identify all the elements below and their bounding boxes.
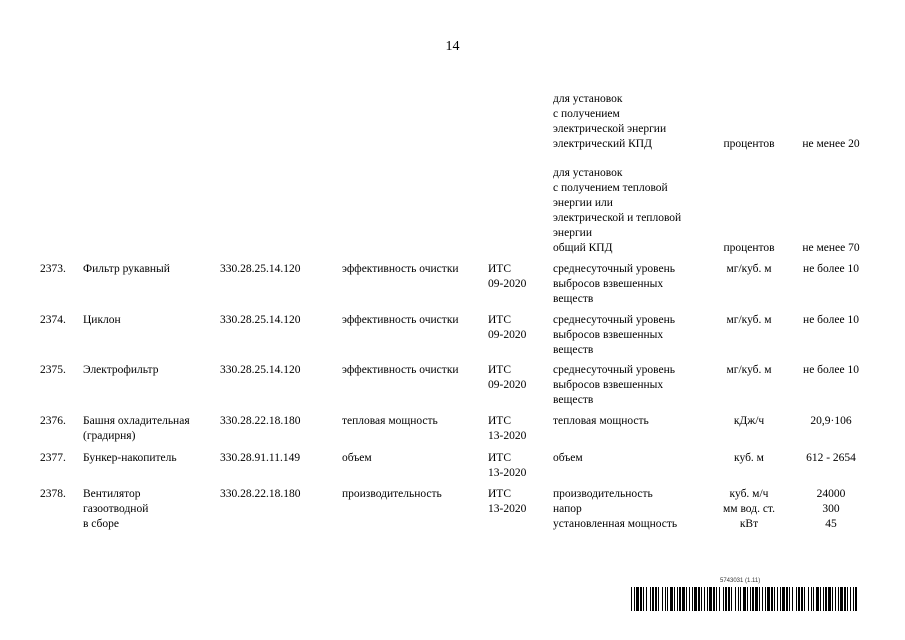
barcode-bar — [750, 587, 751, 611]
barcode-bar — [640, 587, 642, 611]
cont-value-2: не менее 70 — [802, 242, 860, 254]
barcode-bar — [816, 587, 819, 611]
row-code: 330.28.22.18.180 — [220, 488, 301, 500]
barcode-bar — [755, 587, 758, 611]
barcode-bar — [771, 587, 773, 611]
barcode-bar — [631, 587, 632, 611]
barcode-bar — [650, 587, 651, 611]
barcode-bar — [792, 587, 793, 611]
row-description: среднесуточный уровень выбросов взвешенных веществ — [553, 314, 676, 356]
row-unit: куб. м/ч мм вод. ст. кВт — [723, 488, 775, 530]
barcode-bar — [782, 587, 785, 611]
barcode-bar — [689, 587, 690, 611]
row-name: Бункер-накопитель — [83, 452, 177, 464]
row-itc: ИТС 09-2020 — [488, 314, 527, 341]
barcode-bar — [844, 587, 846, 611]
row-code: 330.28.22.18.180 — [220, 415, 301, 427]
row-parameter: эффективность очистки — [342, 364, 459, 376]
barcode-bar — [801, 587, 803, 611]
barcode-bar — [855, 587, 857, 611]
row-unit: мг/куб. м — [726, 314, 772, 326]
barcode-bar — [704, 587, 705, 611]
barcode-bar — [811, 587, 812, 611]
row-itc: ИТС 09-2020 — [488, 364, 527, 391]
barcode-bar — [840, 587, 843, 611]
barcode-bar — [709, 587, 712, 611]
barcode-bar — [686, 587, 687, 611]
barcode-image — [631, 587, 857, 611]
barcode-bar — [655, 587, 657, 611]
barcode-bar — [740, 587, 741, 611]
row-code: 330.28.25.14.120 — [220, 314, 301, 326]
barcode-bar — [847, 587, 848, 611]
row-name: Вентилятор газоотводной в сборе — [83, 488, 149, 530]
row-itc: ИТС 13-2020 — [488, 452, 527, 479]
row-number: 2378. — [40, 488, 66, 500]
barcode-bar — [759, 587, 760, 611]
row-code: 330.28.25.14.120 — [220, 364, 301, 376]
barcode-bar — [747, 587, 748, 611]
row-parameter: эффективность очистки — [342, 314, 459, 326]
row-value: 24000 300 45 — [816, 488, 846, 530]
row-name: Циклон — [83, 314, 121, 326]
barcode-bar — [850, 587, 851, 611]
row-value: 20,9·106 — [810, 415, 852, 427]
cont-desc-2: для установок с получением тепловой энергии или электрической и тепловой энергии общий КПД — [553, 167, 682, 254]
barcode-bar — [674, 587, 675, 611]
row-name: Башня охладительная (градирня) — [83, 415, 190, 442]
row-number: 2376. — [40, 415, 66, 427]
barcode-bar — [828, 587, 831, 611]
row-description: среднесуточный уровень выбросов взвешенных веществ — [553, 263, 676, 305]
row-parameter: объем — [342, 452, 372, 464]
barcode-bar — [677, 587, 678, 611]
row-unit: мг/куб. м — [726, 263, 772, 275]
barcode-bar — [731, 587, 732, 611]
row-description: объем — [553, 452, 583, 464]
barcode-bar — [796, 587, 797, 611]
barcode-bar — [777, 587, 778, 611]
barcode-bar — [743, 587, 746, 611]
barcode-bar — [723, 587, 724, 611]
barcode-bar — [820, 587, 821, 611]
barcode-bar — [634, 587, 635, 611]
barcode-bar — [853, 587, 854, 611]
barcode-bar — [823, 587, 824, 611]
barcode-bar — [835, 587, 836, 611]
barcode-bar — [643, 587, 644, 611]
barcode-bar — [662, 587, 663, 611]
barcode-bar — [692, 587, 693, 611]
row-number: 2373. — [40, 263, 66, 275]
barcode-bar — [701, 587, 702, 611]
row-description: тепловая мощность — [553, 415, 649, 427]
row-value: 612 - 2654 — [806, 452, 856, 464]
barcode-bar — [670, 587, 673, 611]
barcode-bar — [838, 587, 839, 611]
barcode-bar — [762, 587, 763, 611]
barcode-bar — [765, 587, 766, 611]
row-value: не более 10 — [803, 263, 859, 275]
barcode-bar — [719, 587, 720, 611]
row-description: производительность напор установленная мощность — [553, 488, 678, 530]
barcode-bar — [665, 587, 666, 611]
barcode-bar — [713, 587, 715, 611]
barcode-bar — [682, 587, 685, 611]
barcode-bar — [825, 587, 827, 611]
row-unit: кДж/ч — [733, 415, 765, 427]
barcode-bar — [752, 587, 754, 611]
barcode-bar — [735, 587, 736, 611]
row-value: не более 10 — [803, 364, 859, 376]
barcode-bar — [652, 587, 654, 611]
barcode-bar — [694, 587, 697, 611]
cont-value-1: не менее 20 — [802, 138, 860, 150]
barcode-bar — [725, 587, 727, 611]
row-itc: ИТС 13-2020 — [488, 415, 527, 442]
barcode-bar — [707, 587, 708, 611]
row-code: 330.28.25.14.120 — [220, 263, 301, 275]
barcode-bar — [789, 587, 790, 611]
row-code: 330.28.91.11.149 — [220, 452, 301, 464]
barcode-bar — [636, 587, 639, 611]
barcode-bar — [804, 587, 805, 611]
page-number: 14 — [445, 39, 460, 54]
barcode-bar — [646, 587, 647, 611]
row-itc: ИТС 09-2020 — [488, 263, 527, 290]
barcode-bar — [716, 587, 717, 611]
row-number: 2375. — [40, 364, 66, 376]
barcode-bar — [808, 587, 809, 611]
barcode-bar — [780, 587, 781, 611]
row-number: 2377. — [40, 452, 66, 464]
row-unit: куб. м — [734, 452, 764, 464]
barcode-bar — [698, 587, 700, 611]
cont-unit-1: процентов — [723, 138, 775, 150]
row-parameter: тепловая мощность — [342, 415, 438, 427]
row-name: Фильтр рукавный — [83, 263, 170, 275]
barcode-bar — [679, 587, 681, 611]
cont-desc-1: для установок с получением электрической энергии электрический КПД — [553, 93, 667, 150]
barcode-bar — [728, 587, 730, 611]
cont-unit-2: процентов — [723, 242, 775, 254]
row-value: не более 10 — [803, 314, 859, 326]
barcode-number: 5743031 (1.11) — [720, 578, 761, 584]
barcode-bar — [658, 587, 659, 611]
row-parameter: эффективность очистки — [342, 263, 459, 275]
row-itc: ИТС 13-2020 — [488, 488, 527, 515]
barcode-bar — [813, 587, 814, 611]
row-description: среднесуточный уровень выбросов взвешенных веществ — [553, 364, 676, 406]
barcode-bar — [738, 587, 739, 611]
row-parameter: производительность — [342, 488, 442, 500]
barcode-bar — [667, 587, 668, 611]
barcode-bar — [798, 587, 800, 611]
row-unit: мг/куб. м — [726, 364, 772, 376]
barcode-bar — [786, 587, 788, 611]
row-number: 2374. — [40, 314, 66, 326]
row-name: Электрофильтр — [83, 364, 159, 376]
barcode-bar — [832, 587, 833, 611]
barcode-bar — [774, 587, 775, 611]
barcode-bar — [767, 587, 770, 611]
